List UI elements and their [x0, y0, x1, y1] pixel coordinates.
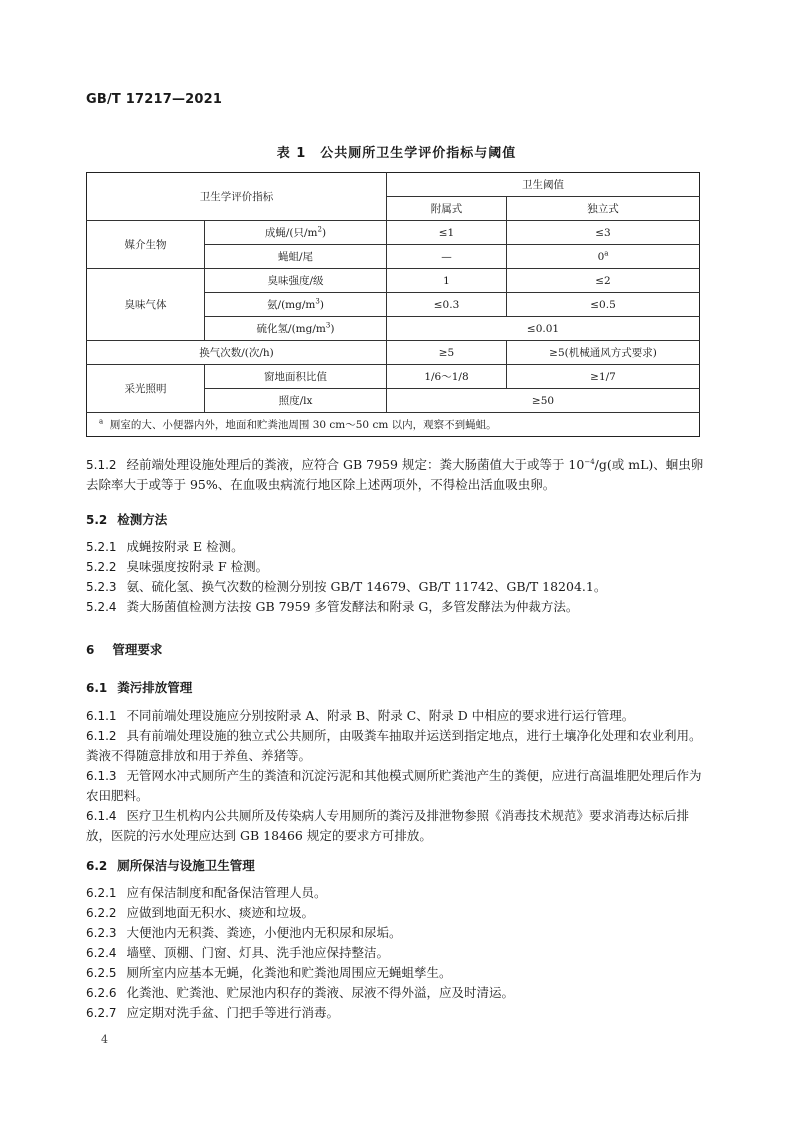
table-footnote: $^a$ 厕室的大、小便器内外，地面和贮粪池周围 30 cm～50 cm 以内，观察不到蝇蛆。	[87, 413, 700, 437]
standard-code: GB/T 17217—2021	[86, 92, 223, 107]
value-window-attached: 1/6～1/8	[387, 365, 507, 389]
clause-6-2-1: 6.2.1 应有保洁制度和配备保洁管理人员。	[86, 885, 327, 900]
section-5-2	[86, 510, 706, 530]
label-maggot: 蝇蛆/尾	[205, 245, 387, 269]
clause-6-2-5: 6.2.5 厕所室内应基本无蝇，化粪池和贮粪池周围应无蝇蛆孳生。	[86, 965, 452, 980]
table-caption: 表 1 公共厕所卫生学评价指标与阈值	[276, 146, 517, 161]
clause-6-2-4: 6.2.4 墙壁、顶棚、门窗、灯具、洗手池应保持整洁。	[86, 945, 390, 960]
table-row	[87, 365, 700, 389]
label-ventilation: 换气次数/(次/h)	[87, 341, 387, 365]
clause-6-1-1: 6.1.1 不同前端处理设施应分别按附录 A、附录 B、附录 C、附录 D 中相应的要求进行运行管理。	[86, 708, 635, 723]
header-attached: 附属式	[387, 197, 507, 221]
clauses-6-1	[86, 706, 706, 846]
section-6	[86, 640, 706, 660]
label-window-ratio: 窗地面积比值	[205, 365, 387, 389]
clause-6-2-2: 6.2.2 应做到地面无积水、痰迹和垃圾。	[86, 905, 315, 920]
group-odor: 臭味气体	[87, 269, 205, 341]
heading-5-2: 5.2 检测方法	[86, 512, 168, 527]
table-row	[87, 173, 700, 197]
body-section-5	[86, 455, 706, 495]
value-ammonia-independent: ≤0.5	[507, 293, 700, 317]
label-h2s: 硫化氢$/(mg/m^3)$	[205, 317, 387, 341]
section-6-1	[86, 678, 706, 698]
group-vector: 媒介生物	[87, 221, 205, 269]
value-h2s: ≤0.01	[387, 317, 700, 341]
value-fly-attached: ≤1	[387, 221, 507, 245]
heading-6: 6 管理要求	[86, 642, 163, 657]
clause-5-2-3: 5.2.3 氨、硫化氢、换气次数的检测分别按 GB/T 14679、GB/T 11742、GB/T 18204.1。	[86, 579, 607, 594]
table-row	[87, 341, 700, 365]
header-independent: 独立式	[507, 197, 700, 221]
table-row	[87, 413, 700, 437]
value-odor-attached: 1	[387, 269, 507, 293]
label-illuminance: 照度/lx	[205, 389, 387, 413]
heading-6-1: 6.1 粪污排放管理	[86, 680, 193, 695]
value-ventilation-independent: ≥5(机械通风方式要求)	[507, 341, 700, 365]
table-row	[87, 269, 700, 293]
clauses-5-2	[86, 537, 706, 617]
value-window-independent: ≥1/7	[507, 365, 700, 389]
clause-6-1-2: 6.1.2 具有前端处理设施的独立式公共厕所，由吸粪车抽取并运送到指定地点，进行土壤净化处理和农业利用。粪液不得随意排放和用于养鱼、养猪等。	[86, 728, 702, 763]
group-lighting: 采光照明	[87, 365, 205, 413]
value-ventilation-attached: ≥5	[387, 341, 507, 365]
hygiene-indicator-table	[86, 172, 700, 437]
header-indicator: 卫生学评价指标	[87, 173, 387, 221]
label-ammonia: 氨$/(mg/m^3)$	[205, 293, 387, 317]
clause-5-1-2: 5.1.2 经前端处理设施处理后的粪液，应符合 GB 7959 规定：粪大肠菌值大于或等于 $10^{-4}/g$(或 mL)、蛔虫卵去除率大于或等于 95%、在血吸虫病流行地区除上述两项外，不得检出活血吸虫卵。	[86, 457, 704, 492]
clause-5-2-4: 5.2.4 粪大肠菌值检测方法按 GB 7959 多管发酵法和附录 G，多管发酵法为仲裁方法。	[86, 599, 579, 614]
label-odor: 臭味强度/级	[205, 269, 387, 293]
value-maggot-independent: 0$^a$	[507, 245, 700, 269]
value-maggot-attached: —	[387, 245, 507, 269]
label-fly: 成蝇/(只$/m^2$)	[205, 221, 387, 245]
clause-6-2-3: 6.2.3 大便池内无积粪、粪迹，小便池内无积尿和尿垢。	[86, 925, 402, 940]
value-fly-independent: ≤3	[507, 221, 700, 245]
clauses-6-2	[86, 883, 706, 1023]
clause-5-2-2: 5.2.2 臭味强度按附录 F 检测。	[86, 559, 269, 574]
heading-6-2: 6.2 厕所保洁与设施卫生管理	[86, 858, 255, 873]
clause-6-1-3: 6.1.3 无管网水冲式厕所产生的粪渣和沉淀污泥和其他模式厕所贮粪池产生的粪便，应进行高温堆肥处理后作为农田肥料。	[86, 768, 702, 803]
clause-6-2-6: 6.2.6 化粪池、贮粪池、贮尿池内积存的粪液、尿液不得外溢，应及时清运。	[86, 985, 515, 1000]
header-threshold: 卫生阈值	[387, 173, 700, 197]
value-ammonia-attached: ≤0.3	[387, 293, 507, 317]
clause-5-2-1: 5.2.1 成蝇按附录 E 检测。	[86, 539, 244, 554]
page-number: 4	[101, 1033, 108, 1046]
clause-6-2-7: 6.2.7 应定期对洗手盆、门把手等进行消毒。	[86, 1005, 340, 1020]
table-row	[87, 221, 700, 245]
value-illuminance: ≥50	[387, 389, 700, 413]
value-odor-independent: ≤2	[507, 269, 700, 293]
clause-6-1-4: 6.1.4 医疗卫生机构内公共厕所及传染病人专用厕所的粪污及排泄物参照《消毒技术规范》要求消毒达标后排放，医院的污水处理应达到 GB 18466 规定的要求方可排放。	[86, 808, 690, 843]
section-6-2	[86, 856, 706, 876]
